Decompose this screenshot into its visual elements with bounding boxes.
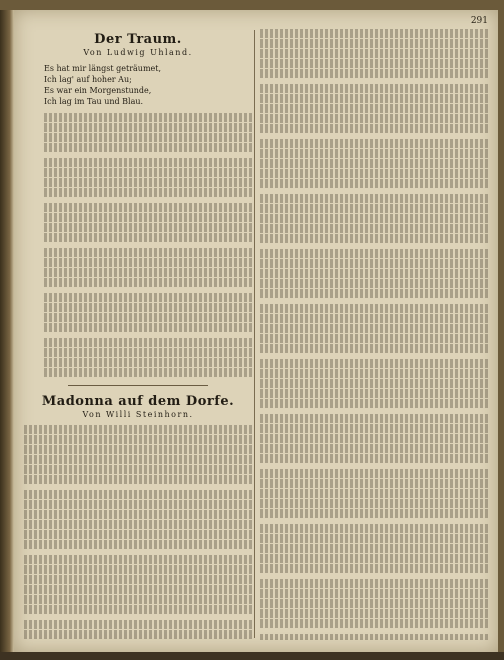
illegible-text-line <box>260 94 488 103</box>
illegible-text-line <box>24 595 252 604</box>
poem-line <box>44 303 252 312</box>
poem-line <box>44 123 252 132</box>
illegible-text-line <box>24 555 252 564</box>
illegible-text-line <box>260 149 488 158</box>
illegible-text-line <box>260 314 488 323</box>
illegible-text-line <box>260 179 488 188</box>
illegible-text-line <box>24 475 252 484</box>
poem-line: Es hat mir längst geträumet, <box>44 64 162 73</box>
illegible-text-line <box>260 249 488 258</box>
poem-line <box>44 313 252 322</box>
illegible-text-line <box>260 159 488 168</box>
poem-line <box>44 293 252 302</box>
illegible-text-line <box>260 304 488 313</box>
poem-line: Es war ein Morgenstunde, <box>44 86 152 95</box>
poem-line <box>44 258 252 267</box>
illegible-text-line <box>24 435 252 444</box>
illegible-text-line <box>24 565 252 574</box>
left-column <box>24 28 252 640</box>
poem-line <box>44 113 252 122</box>
illegible-text-line <box>260 124 488 133</box>
illegible-text-line <box>260 424 488 433</box>
illegible-text-line <box>260 269 488 278</box>
story-title: Madonna auf dem Dorfe. <box>41 394 235 409</box>
illegible-text-line <box>260 414 488 423</box>
poem-stanza <box>44 158 252 197</box>
illegible-text-line <box>260 334 488 343</box>
illegible-text-line <box>24 585 252 594</box>
illegible-text-line <box>260 104 488 113</box>
illegible-text-line <box>24 540 252 549</box>
illegible-text-line <box>260 379 488 388</box>
illegible-text-line <box>260 564 488 573</box>
illegible-text-line <box>260 554 488 563</box>
story-author: Von Willi Steinhorn. <box>82 410 194 419</box>
illegible-text-line <box>260 609 488 618</box>
illegible-text-line <box>260 544 488 553</box>
poem-title: Der Traum. <box>94 32 182 47</box>
poem-stanza <box>44 63 252 107</box>
illegible-text-line <box>260 634 488 640</box>
illegible-text-line <box>260 324 488 333</box>
right-column <box>260 28 488 640</box>
poem-stanza <box>44 248 252 287</box>
scan-bottom-edge <box>0 652 504 660</box>
illegible-text-line <box>260 454 488 463</box>
illegible-text-line <box>24 575 252 584</box>
illegible-text-line <box>24 605 252 614</box>
illegible-text-line <box>260 39 488 48</box>
illegible-text-line <box>24 510 252 519</box>
poem-stanza <box>44 338 252 377</box>
poem-line <box>44 278 252 287</box>
illegible-text-line <box>260 139 488 148</box>
illegible-text-line <box>260 434 488 443</box>
illegible-text-line <box>260 194 488 203</box>
illegible-text-line <box>260 169 488 178</box>
illegible-text-line <box>260 289 488 298</box>
illegible-text-line <box>24 530 252 539</box>
illegible-text-line <box>24 425 252 434</box>
poem-line <box>44 233 252 242</box>
poem-line <box>44 248 252 257</box>
illegible-text-line <box>260 224 488 233</box>
illegible-text-line <box>24 465 252 474</box>
poem-line <box>44 178 252 187</box>
illegible-text-line <box>24 445 252 454</box>
book-binding-edge <box>0 10 14 652</box>
illegible-text-line <box>260 469 488 478</box>
poem-author: Von Ludwig Uhland. <box>83 48 193 57</box>
poem-stanza <box>44 293 252 332</box>
illegible-text-line <box>260 69 488 78</box>
column-rule <box>254 30 255 638</box>
illegible-text-line <box>260 389 488 398</box>
poem-line <box>44 213 252 222</box>
illegible-text-line <box>260 534 488 543</box>
illegible-text-line <box>260 29 488 38</box>
poem-stanza <box>44 113 252 152</box>
poem-line <box>44 223 252 232</box>
illegible-text-line <box>260 234 488 243</box>
poem-line <box>44 203 252 212</box>
illegible-text-line <box>260 214 488 223</box>
page-number: 291 <box>470 16 488 26</box>
poem-line <box>44 348 252 357</box>
poem-stanzas <box>24 63 252 377</box>
poem-line <box>44 133 252 142</box>
poem-line <box>44 323 252 332</box>
poem-line <box>44 188 252 197</box>
illegible-text-line <box>260 619 488 628</box>
illegible-text-line <box>260 509 488 518</box>
illegible-text-line <box>260 59 488 68</box>
illegible-text-line <box>24 620 252 629</box>
illegible-text-line <box>260 114 488 123</box>
story-paragraphs <box>24 425 252 640</box>
illegible-text-line <box>24 630 252 639</box>
illegible-text-line <box>260 444 488 453</box>
illegible-text-line <box>24 490 252 499</box>
poem-line <box>44 268 252 277</box>
poem-line <box>44 158 252 167</box>
illegible-text-line <box>260 369 488 378</box>
poem-line <box>44 168 252 177</box>
poem-line <box>44 143 252 152</box>
illegible-text-line <box>24 520 252 529</box>
illegible-text-line <box>260 344 488 353</box>
illegible-text-line <box>24 455 252 464</box>
section-divider <box>68 385 208 386</box>
illegible-text-line <box>260 204 488 213</box>
illegible-text-line <box>260 259 488 268</box>
poem-line <box>44 358 252 367</box>
illegible-text-line <box>260 479 488 488</box>
illegible-text-line <box>260 399 488 408</box>
illegible-text-line <box>24 500 252 509</box>
illegible-text-line <box>260 589 488 598</box>
poem-line: Ich lag' auf hoher Au; <box>44 75 132 84</box>
illegible-text-line <box>260 279 488 288</box>
illegible-text-line <box>260 359 488 368</box>
poem-stanza <box>44 203 252 242</box>
illegible-text-line <box>260 499 488 508</box>
poem-line <box>44 368 252 377</box>
poem-line <box>44 338 252 347</box>
illegible-text-line <box>260 84 488 93</box>
illegible-text-line <box>260 49 488 58</box>
right-column-paragraphs <box>260 29 488 640</box>
illegible-text-line <box>260 579 488 588</box>
illegible-text-line <box>260 524 488 533</box>
magazine-page <box>14 10 498 652</box>
poem-line: Ich lag im Tau und Blau. <box>44 97 144 106</box>
illegible-text-line <box>260 599 488 608</box>
illegible-text-line <box>260 489 488 498</box>
